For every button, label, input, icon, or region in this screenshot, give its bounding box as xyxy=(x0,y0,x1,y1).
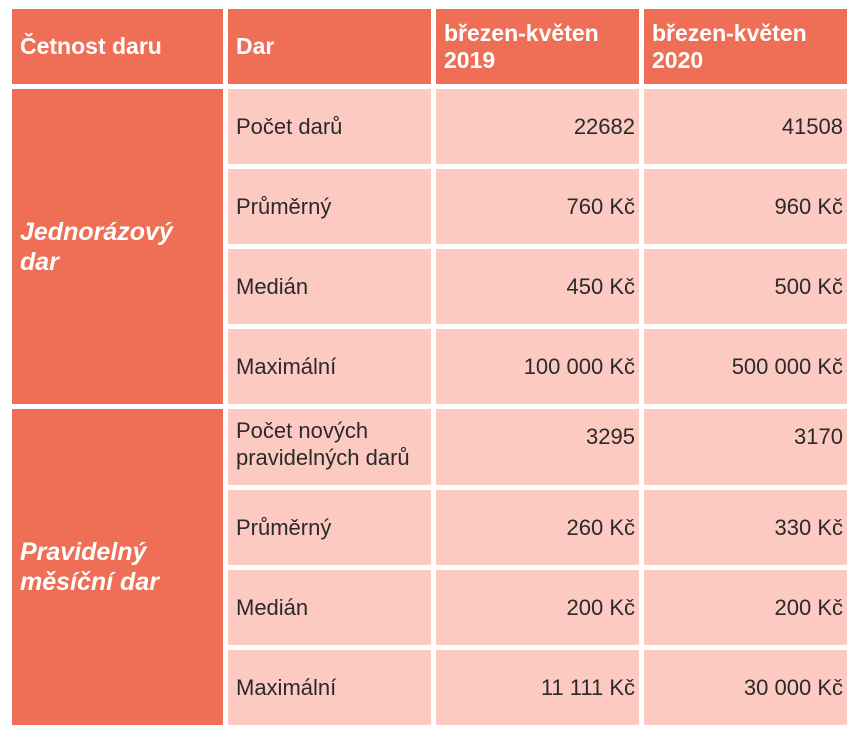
header-period-2019: březen-květen 2019 xyxy=(436,9,639,84)
value-2019: 760 Kč xyxy=(436,169,639,244)
value-2020: 30 000 Kč xyxy=(644,650,847,725)
table-row xyxy=(12,89,847,164)
value-2020: 500 Kč xyxy=(644,249,847,324)
metric-label xyxy=(228,409,431,485)
table-header-row xyxy=(12,9,847,84)
metric-label: Maximální xyxy=(228,650,431,725)
group-label-one-time: Jednorázový dar xyxy=(12,89,223,404)
value-2020: 330 Kč xyxy=(644,490,847,565)
value-2019: 260 Kč xyxy=(436,490,639,565)
value-2019: 22682 xyxy=(436,89,639,164)
value-2020: 200 Kč xyxy=(644,570,847,645)
value-2019: 11 111 Kč xyxy=(436,650,639,725)
header-frequency: Četnost daru xyxy=(12,9,223,84)
metric-label: Medián xyxy=(228,570,431,645)
metric-label: Maximální xyxy=(228,329,431,404)
value-2020: 41508 xyxy=(644,89,847,164)
metric-label: Průměrný xyxy=(228,490,431,565)
value-2019: 200 Kč xyxy=(436,570,639,645)
value-2020: 500 000 Kč xyxy=(644,329,847,404)
header-period-2020: březen-květen 2020 xyxy=(644,9,847,84)
donations-table xyxy=(7,4,850,730)
value-2020: 3170 xyxy=(644,409,847,485)
metric-label: Průměrný xyxy=(228,169,431,244)
value-2020: 960 Kč xyxy=(644,169,847,244)
value-2019: 450 Kč xyxy=(436,249,639,324)
table-row xyxy=(12,409,847,485)
metric-label: Počet darů xyxy=(228,89,431,164)
metric-label-text: Počet nových pravidelných darů xyxy=(236,418,410,470)
header-gift: Dar xyxy=(228,9,431,84)
value-2019: 100 000 Kč xyxy=(436,329,639,404)
metric-label: Medián xyxy=(228,249,431,324)
value-2019: 3295 xyxy=(436,409,639,485)
group-label-monthly: Pravidelný měsíční dar xyxy=(12,409,223,725)
